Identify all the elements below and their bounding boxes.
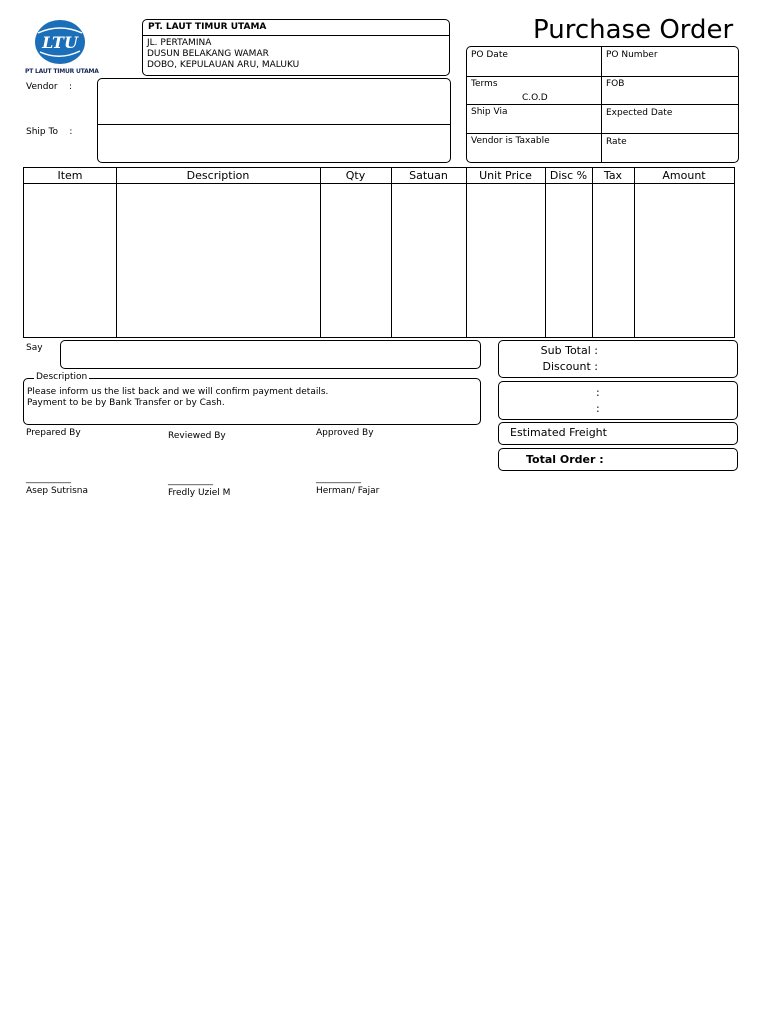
terms-label: Terms bbox=[471, 79, 498, 89]
company-name: PT. LAUT TIMUR UTAMA bbox=[148, 22, 267, 32]
extra-charge-colon: : bbox=[596, 386, 600, 399]
vendor-label: Vendor : bbox=[26, 82, 73, 92]
discount-label: Discount : bbox=[542, 360, 598, 373]
company-address-line: DOBO, KEPULAUAN ARU, MALUKU bbox=[147, 60, 300, 70]
prepared-by-name: Asep Sutrisna bbox=[26, 486, 89, 496]
extra-charges-box bbox=[498, 381, 738, 420]
company-address-line: JL. PERTAMINA bbox=[147, 38, 212, 48]
approved-by-label: Approved By bbox=[316, 428, 374, 438]
rate-label: Rate bbox=[606, 137, 627, 147]
column-header-satuan: Satuan bbox=[409, 169, 448, 182]
items-table bbox=[23, 167, 735, 338]
subtotal-label: Sub Total : bbox=[540, 344, 598, 357]
vendor-shipto-box bbox=[97, 78, 451, 163]
terms-value: C.O.D bbox=[522, 93, 548, 103]
say-label: Say bbox=[26, 343, 43, 353]
signature-line: __________ bbox=[316, 474, 361, 484]
company-address-line: DUSUN BELAKANG WAMAR bbox=[147, 49, 269, 59]
signature-line: __________ bbox=[26, 474, 71, 484]
company-logo bbox=[34, 19, 86, 65]
column-header-item: Item bbox=[57, 169, 83, 182]
reviewed-by-label: Reviewed By bbox=[168, 431, 226, 441]
po-date-label: PO Date bbox=[471, 50, 508, 60]
column-header-description: Description bbox=[186, 169, 250, 182]
reviewed-by-name: Fredly Uziel M bbox=[168, 488, 231, 498]
column-header-qty: Qty bbox=[345, 169, 366, 182]
subtotal-box bbox=[498, 340, 738, 378]
ship-via-label: Ship Via bbox=[471, 107, 508, 117]
expected-date-label: Expected Date bbox=[606, 108, 673, 118]
po-number-label: PO Number bbox=[606, 50, 658, 60]
document-title: Purchase Order bbox=[533, 15, 734, 45]
logo-mark-icon bbox=[34, 19, 86, 65]
signature-line: __________ bbox=[168, 476, 213, 486]
logo-text: LTU bbox=[42, 33, 78, 52]
fob-label: FOB bbox=[606, 79, 625, 89]
total-order-label: Total Order : bbox=[526, 453, 604, 466]
prepared-by-label: Prepared By bbox=[26, 428, 81, 438]
estimated-freight-label: Estimated Freight bbox=[510, 426, 607, 439]
description-text-line: Payment to be by Bank Transfer or by Cash. bbox=[27, 398, 225, 408]
shipto-label: Ship To : bbox=[26, 127, 73, 137]
company-info-box bbox=[142, 19, 450, 76]
description-text-line: Please inform us the list back and we will confirm payment details. bbox=[27, 387, 329, 397]
say-field bbox=[60, 340, 481, 369]
approved-by-name: Herman/ Fajar bbox=[316, 486, 380, 496]
column-header-tax: Tax bbox=[603, 169, 623, 182]
column-header-unit-price: Unit Price bbox=[479, 169, 532, 182]
vendor-taxable-label: Vendor is Taxable bbox=[471, 136, 550, 146]
column-header-disc: Disc % bbox=[549, 169, 588, 182]
description-legend: Description bbox=[36, 372, 88, 382]
logo-caption: PT LAUT TIMUR UTAMA bbox=[25, 68, 99, 75]
column-header-amount: Amount bbox=[662, 169, 706, 182]
po-info-grid bbox=[466, 46, 739, 163]
extra-charge-colon: : bbox=[596, 402, 600, 415]
